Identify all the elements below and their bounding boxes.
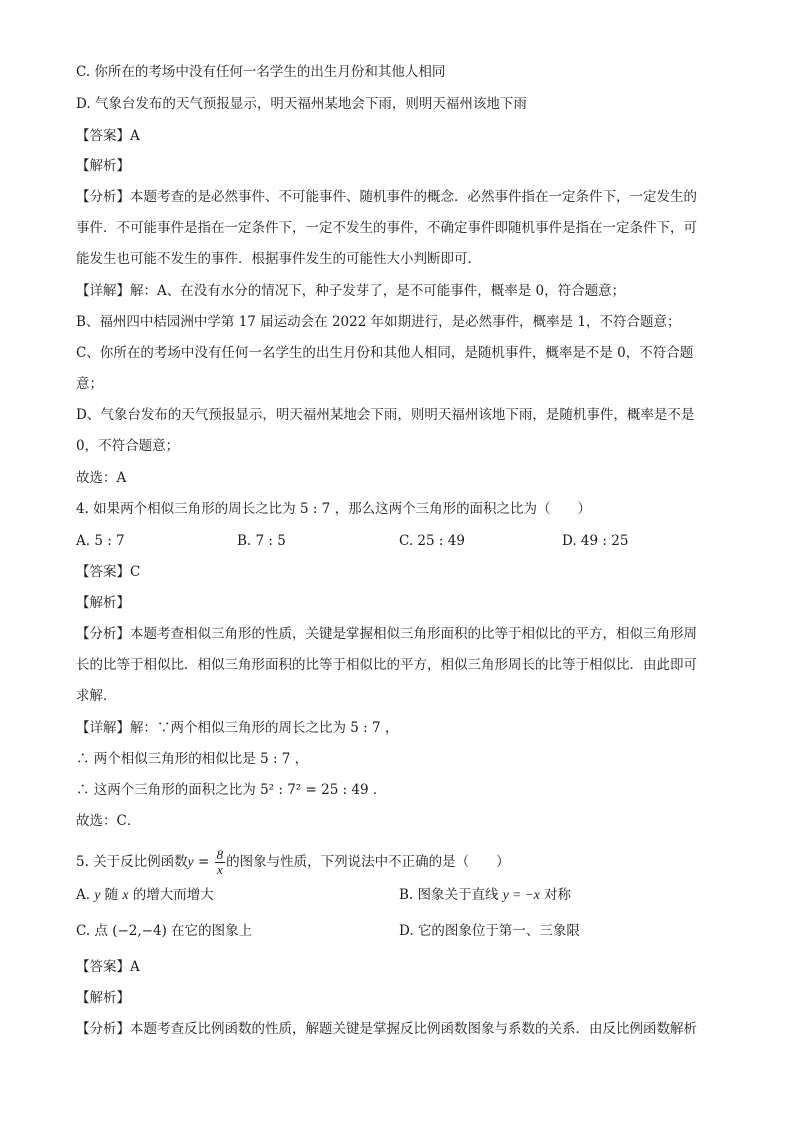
q5-analysis-title: 【解析】 xyxy=(76,990,130,1006)
q3-detail-line-5: D、气象台发布的天气预报显示，明天福州某地会下雨，则明天福州该地下雨，是随机事件，概率是不是 xyxy=(76,407,695,423)
q5-stem-eq: = xyxy=(193,854,214,870)
q3-choose: 故选：A xyxy=(76,470,127,486)
q3-analysis-line-2: 事件．不可能事件是指在一定条件下，一定不发生的事件，不确定事件即随机事件是指在一定条件下，可 xyxy=(76,220,697,236)
q4-detail-line-3: ∴ 这两个三角形的面积之比为 5² : 7² = 25 : 49 ． xyxy=(76,782,387,798)
q4-option-c: C. 25 : 49 xyxy=(399,533,465,549)
q3-option-d: D. 气象台发布的天气预报显示，明天福州某地会下雨，则明天福州该地下雨 xyxy=(76,96,527,112)
q3-answer: 【答案】A xyxy=(76,128,140,144)
q3-analysis-line-1: 【分析】本题考查的是必然事件、不可能事件、随机事件的概念．必然事件指在一定条件下，一定发生的 xyxy=(76,189,697,205)
q3-detail-line-4: 意； xyxy=(76,376,103,392)
q5-fraction-numerator: 8 xyxy=(216,847,224,862)
q5-option-d: D. 它的图象位于第一、三象限 xyxy=(399,923,580,939)
q5-option-a-prefix: A. xyxy=(76,887,95,903)
q5-option-a xyxy=(76,885,214,905)
q5-option-b-equation: y = −x xyxy=(502,887,540,902)
q4-option-b: B. 7 : 5 xyxy=(237,533,286,549)
q3-option-c: C. 你所在的考场中没有任何一名学生的出生月份和其他人相同 xyxy=(76,64,446,80)
q5-option-a-x: x xyxy=(122,887,129,902)
q5-option-c: C. 点 (−2,−4) 在它的图象上 xyxy=(76,923,253,939)
q4-detail-line-2: ∴ 两个相似三角形的相似比是 5 : 7 ， xyxy=(76,751,309,767)
q5-analysis-line-1: 【分析】本题考查反比例函数的性质，解题关键是掌握反比例函数图象与系数的关系．由反比例函数解析 xyxy=(76,1021,697,1037)
q5-fraction-denominator: x xyxy=(216,862,223,877)
q5-answer: 【答案】A xyxy=(76,959,140,975)
q4-option-d: D. 49 : 25 xyxy=(562,533,629,549)
q3-detail-line-2: B、福州四中桔园洲中学第 17 届运动会在 2022 年如期进行，是必然事件，概率是 1，不符合题意； xyxy=(76,314,681,330)
q3-detail-line-1: 【详解】解：A、在没有水分的情况下，种子发芽了，是不可能事件，概率是 0，符合题意； xyxy=(76,283,626,299)
q3-detail-line-6: 0，不符合题意； xyxy=(76,438,180,454)
q3-analysis-line-3: 能发生也可能不发生的事件．根据事件发生的可能性大小判断即可． xyxy=(76,251,481,267)
q4-detail-line-1: 【详解】解：∵两个相似三角形的周长之比为 5 : 7 ， xyxy=(76,720,399,736)
q4-answer: 【答案】C xyxy=(76,564,141,580)
q5-stem-y: y xyxy=(187,854,194,869)
q5-option-a-mid: 随 xyxy=(100,887,123,903)
q4-analysis-title: 【解析】 xyxy=(76,595,130,611)
q5-stem-before: 5. 关于反比例函数 xyxy=(76,854,188,870)
q4-analysis-line-3: 求解． xyxy=(76,688,117,704)
q5-option-b xyxy=(399,885,571,905)
q4-stem: 4. 如果两个相似三角形的周长之比为 5 : 7 ，那么这两个三角形的面积之比为（ ） xyxy=(76,501,592,517)
q5-stem xyxy=(76,848,510,877)
q4-choose: 故选：C． xyxy=(76,813,141,829)
q4-option-a: A. 5 : 7 xyxy=(76,533,125,549)
q5-option-b-suffix: 对称 xyxy=(539,887,572,903)
q3-detail-line-3: C、你所在的考场中没有任何一名学生的出生月份和其他人相同，是随机事件，概率是不是 0，不符合题 xyxy=(76,345,694,361)
q5-stem-after: 的图象与性质，下列说法中不正确的是（ ） xyxy=(226,854,510,870)
q4-analysis-line-1: 【分析】本题考查相似三角形的性质，关键是掌握相似三角形面积的比等于相似比的平方，相似三角形周 xyxy=(76,626,697,642)
q5-option-a-suffix: 的增大而增大 xyxy=(128,887,214,903)
q5-option-b-prefix: B. 图象关于直线 xyxy=(399,887,503,903)
q5-option-a-y: y xyxy=(94,887,101,902)
q3-analysis-title: 【解析】 xyxy=(76,158,130,174)
q5-fraction xyxy=(215,848,226,877)
q4-analysis-line-2: 长的比等于相似比．相似三角形面积的比等于相似比的平方，相似三角形周长的比等于相似比．由此即可 xyxy=(76,657,697,673)
